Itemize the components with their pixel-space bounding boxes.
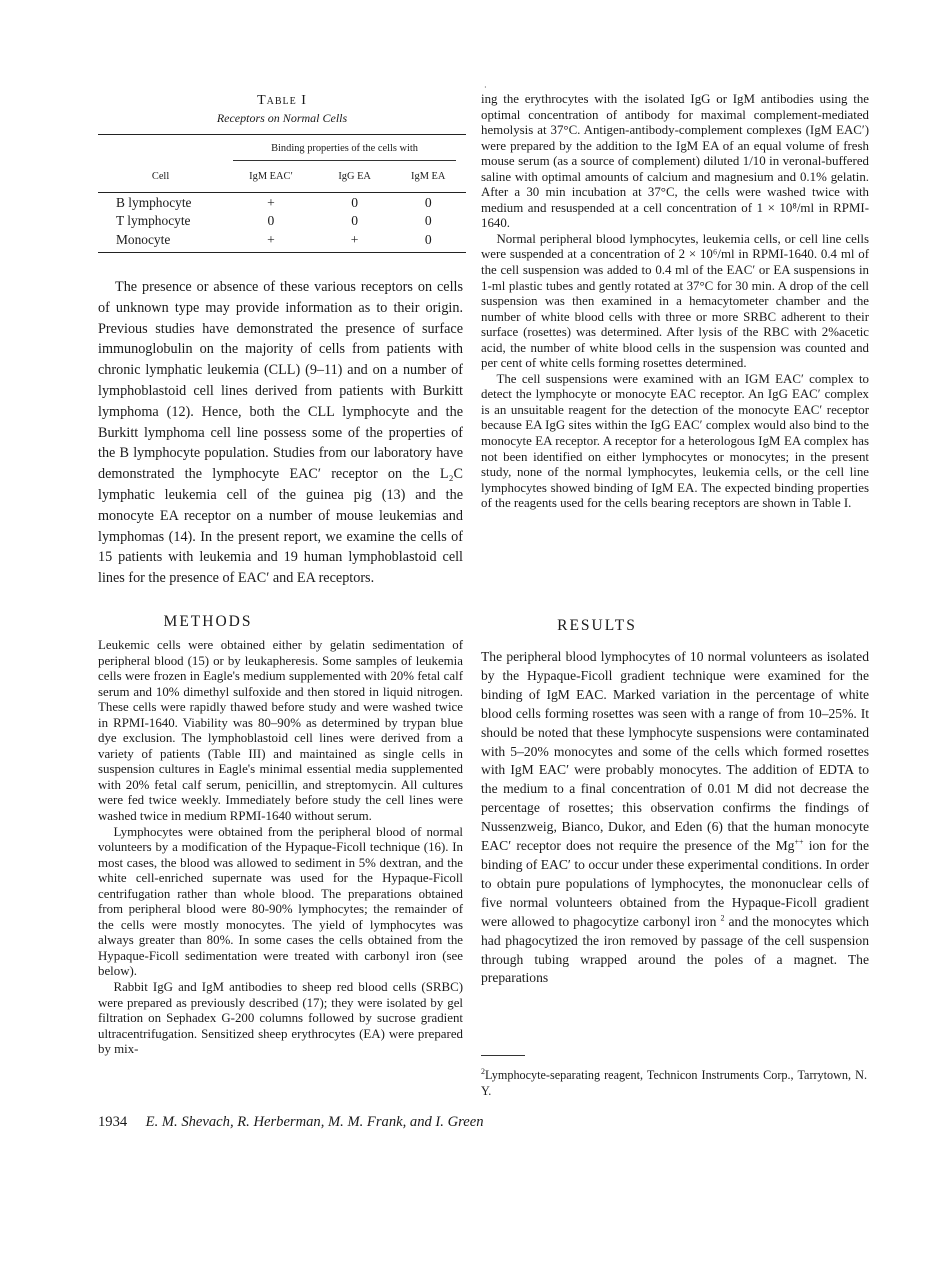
table-group-header: Binding properties of the cells with xyxy=(223,135,466,165)
table-cell: + xyxy=(267,231,275,247)
methods-paragraph: Normal peripheral blood lymphocytes, leukemia cells, or cell line cells were suspended at a concentration of 2 × 10⁶/ml in RPMI-1640. 0.4 ml of the cell suspension was added to 0.4 ml of the EAC′ or EA suspensions in 1-ml plastic tubes and gently rotated at 37°C for 30 min. A drop of the cell suspension was then examined in a hemacytometer chamber and the number of white blood cells with three or more SRBC adherent to their surface (rosettes) was determined. After lysis of the RBC with 2%acetic acid, the number of white blood cells in the suspension was counted and per cent of white cells forming rosettes determined. xyxy=(481,231,869,371)
table-cell: 0 xyxy=(424,231,432,247)
methods-heading: METHODS xyxy=(163,613,253,630)
intro-section xyxy=(98,277,463,589)
table-cell: + xyxy=(350,231,359,247)
methods-paragraph: ing the erythrocytes with the isolated IgG or IgM antibodies using the optimal concentration of antibody for maximal complement-mediated hemolysis at 37°C. Antigen-antibody-complement complexes (IgM EAC′) were prepared by the addition to the IgM EA of an equal volume of fresh mouse serum (as a source of complement) diluted 1/10 in veronal-buffered saline with optimal amounts of calcium and magnesium and 0.1% gelatin. After a 30 min incubation at 37°C, the cells were washed twice with medium and resuspended at a cell concentration of 1 × 10⁸/ml in RPMI-1640. xyxy=(481,92,869,231)
footnote-divider xyxy=(481,1055,525,1056)
receptors-table xyxy=(98,134,466,253)
methods-section-left xyxy=(98,638,463,1058)
footnote-text: Lymphocyte-separating reagent, Technicon Instruments Corp., Tarrytown, N. Y. xyxy=(481,1068,867,1098)
table-cell: T lymphocyte xyxy=(116,213,191,229)
table-1 xyxy=(98,92,466,253)
table-column-header: IgM EAC′ xyxy=(249,171,293,182)
table-row xyxy=(98,231,466,253)
table-row xyxy=(98,212,466,230)
table-cell: 0 xyxy=(424,213,432,229)
table-caption: Receptors on Normal Cells xyxy=(216,111,348,125)
methods-section-right xyxy=(481,92,869,512)
methods-paragraph: Leukemic cells were obtained either by gelatin sedimentation of peripheral blood (15) or by leukapheresis. Some samples of leukemia cells were frozen in Eagle's medium supplemented with 20% fetal calf serum and 10% dimethyl sulfoxide and then stored in liquid nitrogen. These cells were rapidly thawed before study and were washed twice in RPMI-1640. Viability was 80–90% as determined by trypan blue dye exclusion. The lymphoblastoid cell lines were derived from a variety of patients (Table III) and maintained as single cells in suspension cultures in Eagle's minimal essential media supplemented with 20% fetal calf serum, penicillin, and streptomycin. All cultures were fed twice weekly. Immediately before study the cell lines were washed twice in medium RPMI-1640 without serum. xyxy=(98,638,463,824)
results-section xyxy=(481,648,869,988)
results-heading: RESULTS xyxy=(557,617,637,634)
superscript: ++ xyxy=(794,837,804,847)
table-title: Table I xyxy=(257,93,307,108)
table-column-header: IgG EA xyxy=(338,171,371,182)
table-cell: + xyxy=(267,195,275,210)
running-authors: E. M. Shevach, R. Herberman, M. M. Frank, and I. Green xyxy=(145,1114,484,1130)
table-cell: 0 xyxy=(267,213,275,229)
footnote-reference[interactable]: 2 xyxy=(720,913,725,923)
table-cell: 0 xyxy=(351,213,359,229)
results-paragraph: The peripheral blood lymphocytes of 10 normal volunteers as isolated by the Hypaque-Ficoll gradient technique were examined for the binding of IgM EAC. Marked variation in the percentage of white blood cells forming rosettes was seen with a range of from 10–25%. It should be noted that these lymphocyte suspensions were contaminated with 5–20% monocytes and some of the cells which formed rosettes with IgM EAC′ were probably monocytes. The addition of EDTA to the medium to a final concentration of 0.01 M did not decrease the percentage of rosettes; this observation confirms the findings of Nussenzweig, Bianco, Dukor, and Eden (6) that the human monocyte EAC′ receptor does not require the presence of the Mg++ ion for the binding of EAC′ to occur under these experimental conditions. In order to obtain pure populations of lymphocytes, the mononuclear cells of five normal volunteers obtained from the Hypaque-Ficoll gradient were allowed to phagocytize carbonyl iron $^2$ and the monocytes which had phagocytized the iron removed by passage of the cell suspension through tubing wrapped around the poles of a magnet. The preparations xyxy=(481,649,869,986)
methods-paragraph: Rabbit IgG and IgM antibodies to sheep red blood cells (SRBC) were prepared as previously described (17); they were isolated by gel filtration on Sephadex G-200 columns followed by sucrose gradient ultracentrifugation. Sensitized sheep erythrocytes (EA) were prepared by mix- xyxy=(98,980,463,1057)
page-footer xyxy=(98,1114,798,1131)
table-cell: 0 xyxy=(424,195,432,210)
table-cell: Monocyte xyxy=(116,231,171,247)
intro-paragraph: The presence or absence of these various receptors on cells of unknown type may provide information as to their origin. Previous studies have demonstrated the presence of surface immunoglobulin on the majority of cells from patients with chronic lymphatic leukemia (CLL) (9–11) and on a number of lymphoblastoid cell lines derived from patients with Burkitt lymphoma (12). Hence, both the CLL lymphocyte and the Burkitt lymphoma cell line possess some of the properties of the B lymphocyte population. Studies from our laboratory have demonstrated the lymphocyte EAC′ receptor on the L₂C lymphatic leukemia cell of the guinea pig (13) and the monocyte EA receptor on a number of mouse leukemias and lymphomas (14). In the present report, we examine the cells of 15 patients with leukemia and 19 human lymphoblastoid cell lines for the presence of EAC′ and EA receptors. xyxy=(98,279,463,587)
methods-paragraph: Lymphocytes were obtained from the peripheral blood of normal volunteers by a modification of the Hypaque-Ficoll technique (16). In most cases, the blood was allowed to sediment in 5% dextran, and the white cell-enriched supernate was used for the Hypaque-Ficoll centrifugation rather than whole blood. The preparations obtained from peripheral blood were 80-90% lymphocytes; the remainder of the cells were mostly monocytes. The yield of lymphocytes was always greater than 80%. In some cases the cells obtained from the Hypaque-Ficoll sedimentation were treated with carbonyl iron (see below). xyxy=(98,824,463,979)
footnote-marker: 2 xyxy=(481,1067,485,1076)
table-column-header: Cell xyxy=(151,171,170,182)
stray-mark: · xyxy=(484,83,487,92)
footnote xyxy=(481,1064,867,1099)
methods-paragraph: The cell suspensions were examined with an IGM EAC′ complex to detect the lymphocyte or monocyte EAC receptor. An IgG EAC′ complex is an unsuitable reagent for the detection of the monocyte EAC′ receptor because EA IgG sites within the IgG EAC′ complex would also bind to the monocyte EA receptor. A receptor for a heterologous IgM EA complex has not been identified on either lymphocytes or monocytes; in the present study, none of the normal lymphocytes, leukemia cells, or the cell line lymphocytes showed binding of IgM EA. The expected binding properties of the reagents used for the cells bearing receptors are shown in Table I. xyxy=(481,371,869,511)
table-row xyxy=(98,193,466,212)
table-cell: B lymphocyte xyxy=(116,195,192,210)
table-column-header: IgM EA xyxy=(411,171,446,182)
table-cell: 0 xyxy=(351,195,359,210)
page-number: 1934 xyxy=(98,1114,128,1130)
